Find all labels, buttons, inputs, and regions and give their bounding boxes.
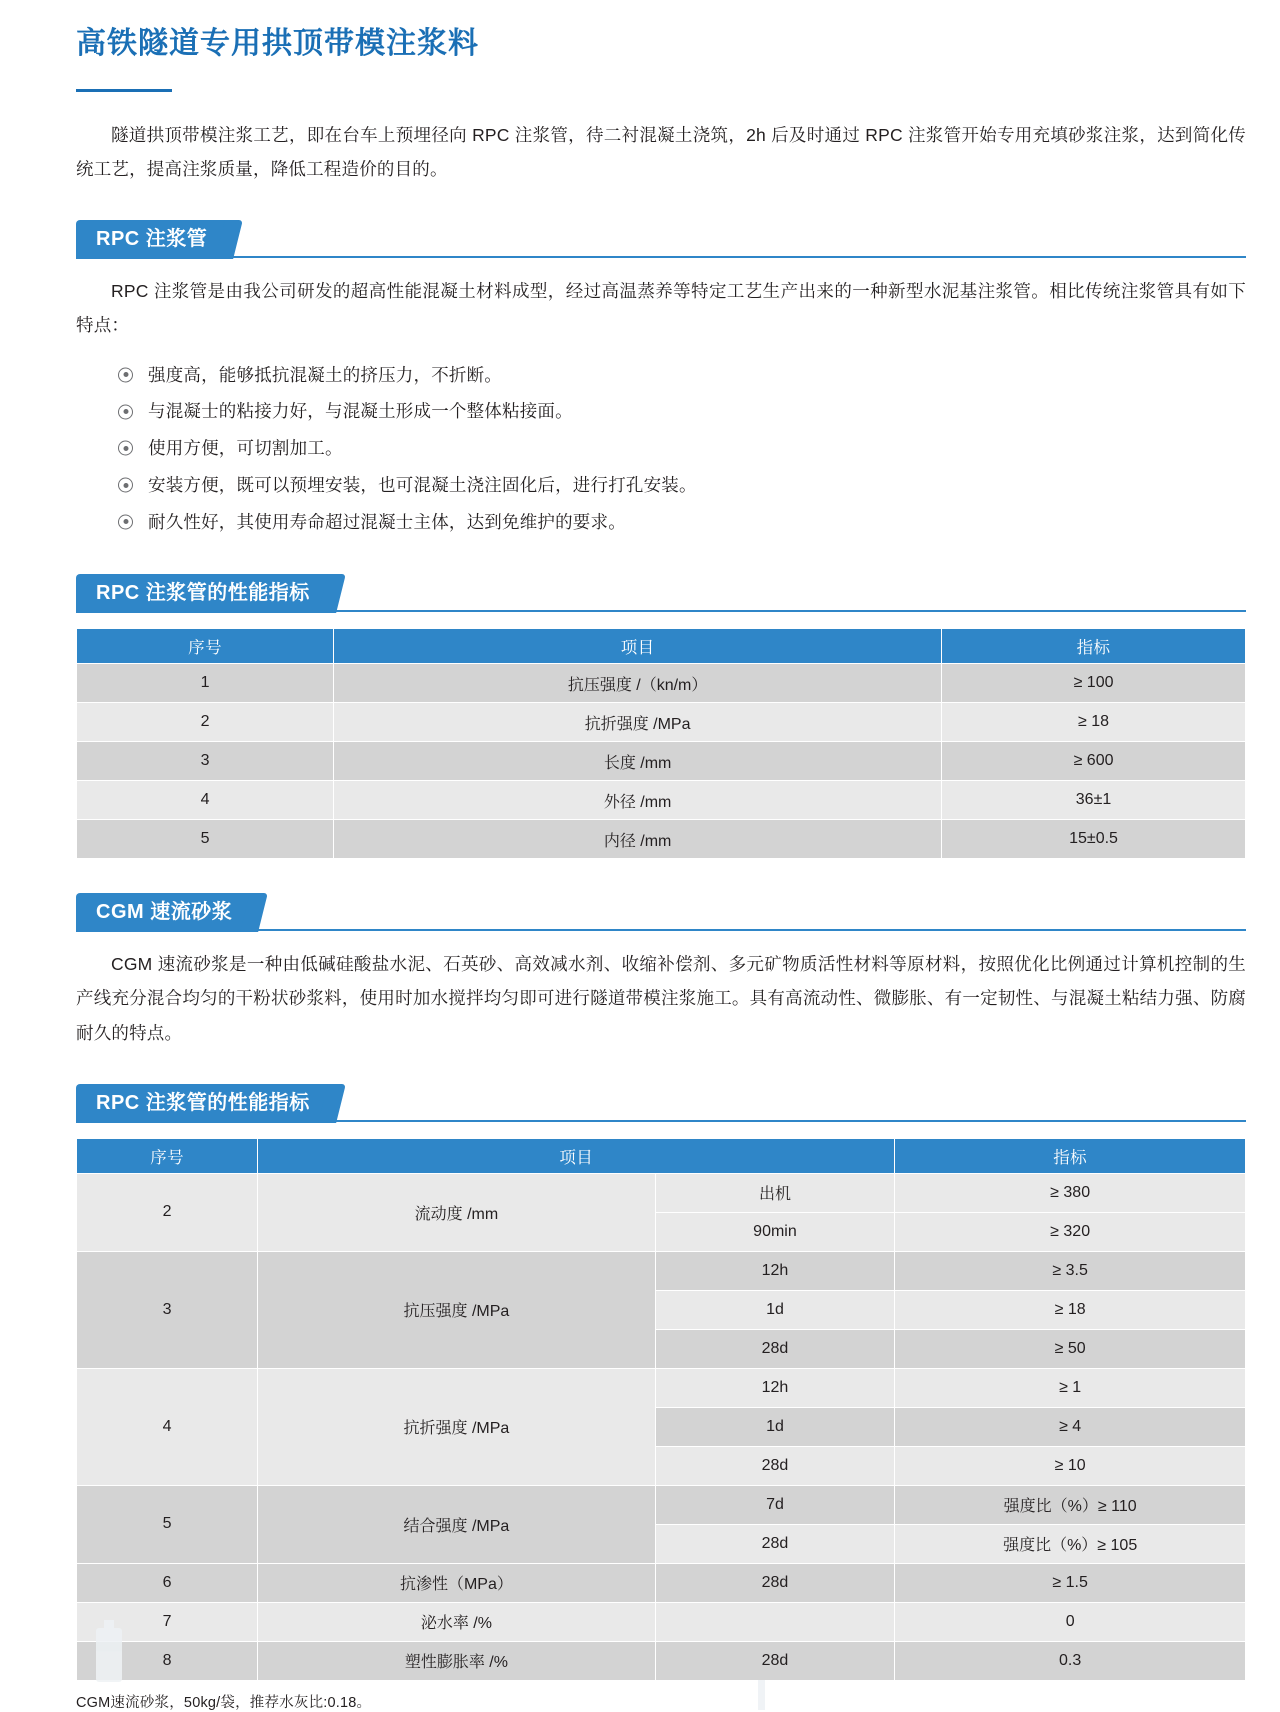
list-item-label: 安装方便，既可以预埋安装，也可混凝土浇注固化后，进行打孔安装。 <box>148 474 697 495</box>
section-heading-cgm <box>76 893 1246 931</box>
cell-index: ≥ 50 <box>895 1329 1246 1368</box>
cell-item: 抗折强度 /MPa <box>334 703 942 742</box>
cell-item: 内径 /mm <box>334 820 942 859</box>
list-item-label: 强度高，能够抵抗混凝土的挤压力，不折断。 <box>148 364 502 385</box>
cell-index: ≥ 100 <box>942 664 1246 703</box>
cell-condition: 1d <box>655 1290 895 1329</box>
column-header-index: 指标 <box>895 1138 1246 1173</box>
cell-no: 4 <box>77 1368 258 1485</box>
cell-no: 2 <box>77 1173 258 1251</box>
cell-index: 0 <box>895 1602 1246 1641</box>
table-row <box>77 1368 1246 1407</box>
cell-item: 塑性膨胀率 /% <box>258 1641 655 1680</box>
cell-item: 结合强度 /MPa <box>258 1485 655 1563</box>
list-item <box>118 504 1246 541</box>
table-row <box>77 820 1246 859</box>
cell-index: ≥ 600 <box>942 742 1246 781</box>
title-divider <box>76 89 172 92</box>
list-item <box>118 467 1246 504</box>
cell-no: 8 <box>77 1641 258 1680</box>
cell-condition: 出机 <box>655 1173 895 1212</box>
circle-bullet-icon <box>118 367 133 382</box>
table-row <box>77 1485 1246 1524</box>
cell-no: 3 <box>77 742 334 781</box>
cell-condition: 28d <box>655 1641 895 1680</box>
table-row <box>77 1173 1246 1212</box>
cgm-paragraph: CGM 速流砂浆是一种由低碱硅酸盐水泥、石英砂、高效减水剂、收缩补偿剂、多元矿物质活性材料等原材料，按照优化比例通过计算机控制的生产线充分混合均匀的干粉状砂浆料，使用时加水搅拌均匀即可进行隧道带模注浆施工。具有高流动性、微膨胀、有一定韧性、与混凝土粘结力强、防腐耐久的特点。 <box>76 954 1246 1043</box>
cgm-spec-table <box>76 1138 1246 1681</box>
cell-index: 15±0.5 <box>942 820 1246 859</box>
rpc-spec-table <box>76 628 1246 859</box>
table-row <box>77 664 1246 703</box>
bottle-watermark-icon <box>96 1628 122 1682</box>
cell-index: ≥ 10 <box>895 1446 1246 1485</box>
cell-no: 5 <box>77 1485 258 1563</box>
cell-item: 抗压强度 /（kn/m） <box>334 664 942 703</box>
section-heading-rpc-label: RPC 注浆管 <box>76 220 229 259</box>
cell-condition: 90min <box>655 1212 895 1251</box>
circle-bullet-icon <box>118 404 133 419</box>
circle-bullet-icon <box>118 514 133 529</box>
cell-item: 抗渗性（MPa） <box>258 1563 655 1602</box>
cell-index: ≥ 3.5 <box>895 1251 1246 1290</box>
list-item <box>118 357 1246 394</box>
cell-condition: 28d <box>655 1524 895 1563</box>
page-title: 高铁隧道专用拱顶带模注浆料 <box>76 27 479 60</box>
intro-paragraph: 隧道拱顶带模注浆工艺，即在台车上预埋径向 RPC 注浆管，待二衬混凝土浇筑，2h 后及时通过 RPC 注浆管开始专用充填砂浆注浆，达到简化传统工艺，提高注浆质量，降低工程造价的目的。 <box>76 125 1246 180</box>
cell-index: ≥ 4 <box>895 1407 1246 1446</box>
table-row <box>77 1641 1246 1680</box>
cell-condition: 28d <box>655 1329 895 1368</box>
table-row <box>77 703 1246 742</box>
section-heading-table2 <box>76 1084 1246 1122</box>
list-item-label: 与混凝士的粘接力好，与混凝土形成一个整体粘接面。 <box>148 401 573 422</box>
cell-no: 4 <box>77 781 334 820</box>
cell-condition: 12h <box>655 1368 895 1407</box>
column-header-item: 项目 <box>334 629 942 664</box>
cell-index: ≥ 1.5 <box>895 1563 1246 1602</box>
cell-item: 外径 /mm <box>334 781 942 820</box>
section-heading-table1-label: RPC 注浆管的性能指标 <box>76 574 332 613</box>
list-item <box>118 430 1246 467</box>
table-header-row <box>77 1138 1246 1173</box>
rpc-paragraph: RPC 注浆管是由我公司研发的超高性能混凝土材料成型，经过高温蒸养等特定工艺生产出来的一种新型水泥基注浆管。相比传统注浆管具有如下特点： <box>76 281 1246 336</box>
column-header-index: 指标 <box>942 629 1246 664</box>
table2-footnote: CGM速流砂浆，50kg/袋，推荐水灰比:0.18。 <box>76 1694 372 1711</box>
table-row <box>77 1602 1246 1641</box>
cell-item: 泌水率 /% <box>258 1602 655 1641</box>
table-row <box>77 1563 1246 1602</box>
tube-watermark-icon <box>758 1680 765 1710</box>
cell-index: 36±1 <box>942 781 1246 820</box>
section-heading-cgm-label: CGM 速流砂浆 <box>76 893 254 932</box>
cell-index: ≥ 320 <box>895 1212 1246 1251</box>
circle-bullet-icon <box>118 441 133 456</box>
column-header-item: 项目 <box>258 1138 895 1173</box>
circle-bullet-icon <box>118 478 133 493</box>
cell-no: 3 <box>77 1251 258 1368</box>
cell-condition: 28d <box>655 1446 895 1485</box>
cell-index: ≥ 18 <box>942 703 1246 742</box>
cell-condition: 1d <box>655 1407 895 1446</box>
cell-no: 6 <box>77 1563 258 1602</box>
table-header-row <box>77 629 1246 664</box>
cell-no: 1 <box>77 664 334 703</box>
cell-condition: 7d <box>655 1485 895 1524</box>
cell-item: 抗压强度 /MPa <box>258 1251 655 1368</box>
table-row <box>77 742 1246 781</box>
table-row <box>77 1251 1246 1290</box>
table-row <box>77 781 1246 820</box>
list-item-label: 耐久性好，其使用寿命超过混凝士主体，达到免维护的要求。 <box>148 511 626 532</box>
cell-no: 7 <box>77 1602 258 1641</box>
cell-condition: 28d <box>655 1563 895 1602</box>
rpc-feature-list <box>76 357 1246 541</box>
cell-index: 强度比（%）≥ 105 <box>895 1524 1246 1563</box>
cell-condition: 12h <box>655 1251 895 1290</box>
cell-no: 2 <box>77 703 334 742</box>
list-item <box>118 393 1246 430</box>
cell-index: 强度比（%）≥ 110 <box>895 1485 1246 1524</box>
section-heading-rpc <box>76 220 1246 258</box>
cell-index: ≥ 18 <box>895 1290 1246 1329</box>
cell-no: 5 <box>77 820 334 859</box>
cell-item: 抗折强度 /MPa <box>258 1368 655 1485</box>
cell-index: 0.3 <box>895 1641 1246 1680</box>
list-item-label: 使用方便，可切割加工。 <box>148 438 343 458</box>
section-heading-table2-label: RPC 注浆管的性能指标 <box>76 1084 332 1123</box>
section-heading-rpc-rule <box>76 256 1246 258</box>
cell-condition <box>655 1602 895 1641</box>
section-heading-table1 <box>76 574 1246 612</box>
cell-index: ≥ 1 <box>895 1368 1246 1407</box>
column-header-no: 序号 <box>77 1138 258 1173</box>
column-header-no: 序号 <box>77 629 334 664</box>
cell-index: ≥ 380 <box>895 1173 1246 1212</box>
cell-item: 长度 /mm <box>334 742 942 781</box>
cell-item: 流动度 /mm <box>258 1173 655 1251</box>
